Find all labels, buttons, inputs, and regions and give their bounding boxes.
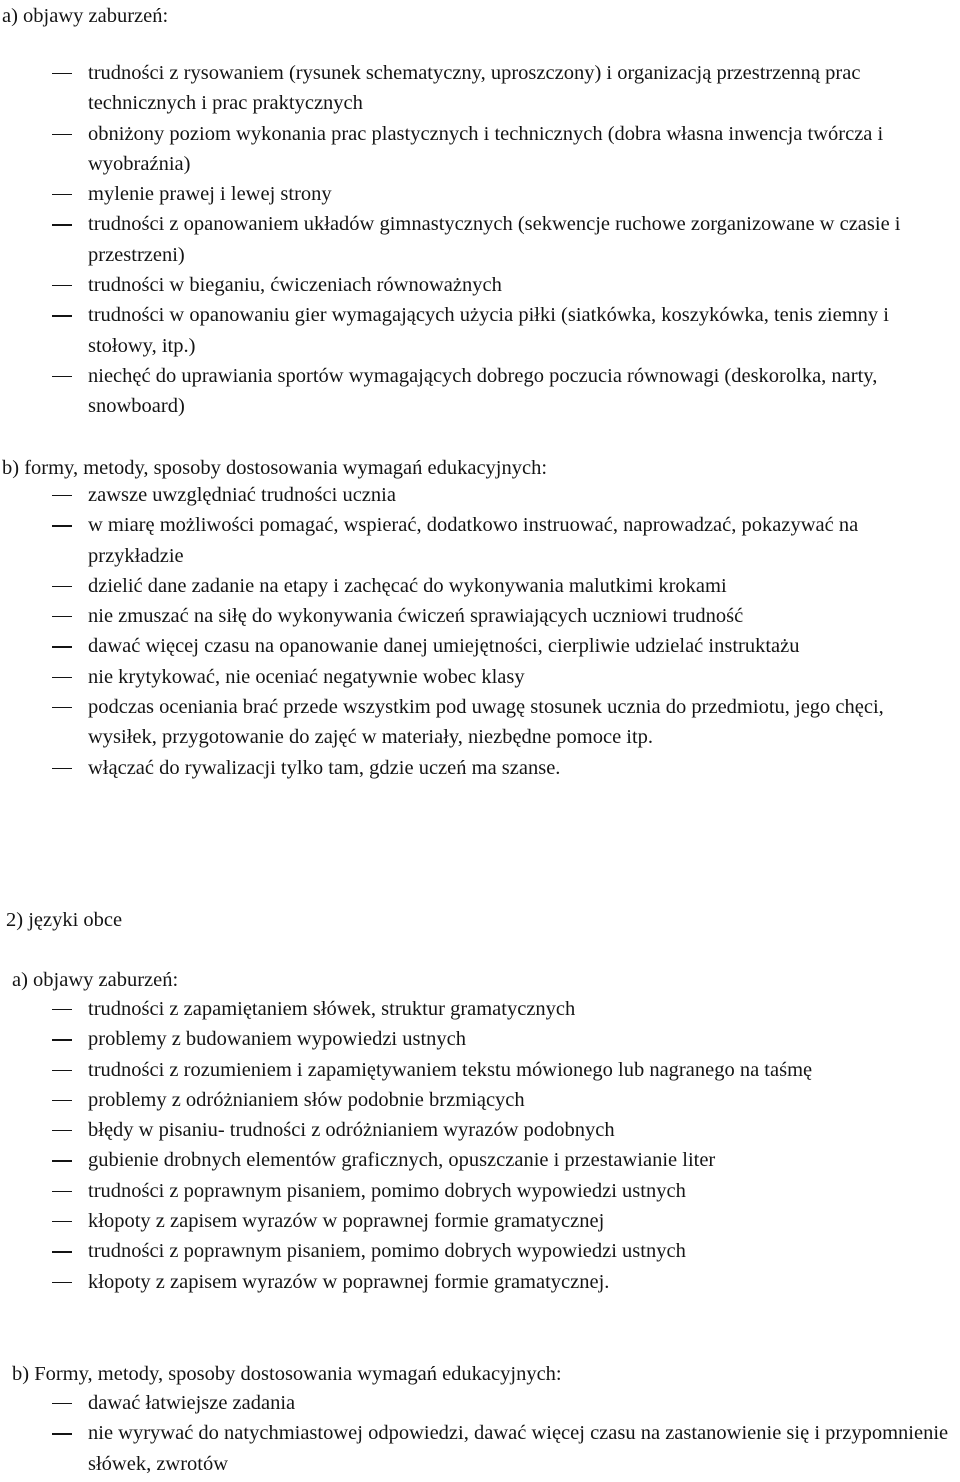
list-item: trudności z zapamiętaniem słówek, struktur gramatycznych [0,994,960,1024]
dash-bullet-icon [52,1191,72,1192]
list-item: trudności w bieganiu, ćwiczeniach równoważnych [0,270,960,300]
list-item: obniżony poziom wykonania prac plastycznych i technicznych (dobra własna inwencja twórcza i wyobraźnia) [0,119,960,180]
list-item: kłopoty z zapisem wyrazów w poprawnej formie gramatycznej. [0,1267,960,1297]
list-item: trudności z poprawnym pisaniem, pomimo dobrych wypowiedzi ustnych [0,1176,960,1206]
section2-a-heading: a) objawy zaburzeń: [12,969,179,991]
section1-b-list [0,480,960,783]
section2-b-list [0,1388,960,1479]
dash-bullet-icon [52,285,72,286]
list-item: mylenie prawej i lewej strony [0,179,960,209]
list-item: zawsze uwzględniać trudności ucznia [0,480,960,510]
list-item: nie zmuszać na siłę do wykonywania ćwiczeń sprawiających uczniowi trudność [0,601,960,631]
dash-bullet-icon [52,495,72,496]
dash-bullet-icon [52,134,72,135]
section2-heading: 2) języki obce [6,909,123,931]
list-item: dzielić dane zadanie na etapy i zachęcać do wykonywania malutkimi krokami [0,571,960,601]
list-item: trudności z rozumieniem i zapamiętywaniem tekstu mówionego lub nagranego na taśmę [0,1055,960,1085]
section1-a-list [0,58,960,422]
list-item: włączać do rywalizacji tylko tam, gdzie uczeń ma szanse. [0,753,960,783]
list-item: problemy z odróżnianiem słów podobnie brzmiących [0,1085,960,1115]
list-item: w miarę możliwości pomagać, wspierać, dodatkowo instruować, naprowadzać, pokazywać na przykładzie [0,510,960,571]
dash-bullet-icon [52,616,72,617]
dash-bullet-icon [52,1160,72,1161]
dash-bullet-icon [52,1130,72,1131]
list-item: dawać więcej czasu na opanowanie danej umiejętności, cierpliwie udzielać instruktażu [0,631,960,661]
list-item: trudności z rysowaniem (rysunek schematyczny, uproszczony) i organizacją przestrzenną prac technicznych i prac praktycznych [0,58,960,119]
dash-bullet-icon [52,1433,72,1434]
section1-b-heading: b) formy, metody, sposoby dostosowania wymagań edukacyjnych: [2,457,548,479]
dash-bullet-icon [52,376,72,377]
list-item: nie krytykować, nie oceniać negatywnie wobec klasy [0,662,960,692]
dash-bullet-icon [52,1282,72,1283]
dash-bullet-icon [52,315,72,316]
list-item: problemy z budowaniem wypowiedzi ustnych [0,1024,960,1054]
list-item: podczas oceniania brać przede wszystkim pod uwagę stosunek ucznia do przedmiotu, jego chęci, wysiłek, przygotowanie do zajęć w materiały, niezbędne pomoce itp. [0,692,960,753]
dash-bullet-icon [52,73,72,74]
list-item: błędy w pisaniu- trudności z odróżnianiem wyrazów podobnych [0,1115,960,1145]
dash-bullet-icon [52,768,72,769]
section2-b-heading: b) Formy, metody, sposoby dostosowania wymagań edukacyjnych: [12,1363,562,1385]
list-item: gubienie drobnych elementów graficznych, opuszczanie i przestawianie liter [0,1145,960,1175]
dash-bullet-icon [52,194,72,195]
dash-bullet-icon [52,1221,72,1222]
dash-bullet-icon [52,1403,72,1404]
dash-bullet-icon [52,1100,72,1101]
dash-bullet-icon [52,586,72,587]
list-item: trudności w opanowaniu gier wymagających użycia piłki (siatkówka, koszykówka, tenis ziemny i stołowy, itp.) [0,300,960,361]
dash-bullet-icon [52,224,72,225]
dash-bullet-icon [52,677,72,678]
list-item: dawać łatwiejsze zadania [0,1388,960,1418]
list-item: nie wyrywać do natychmiastowej odpowiedzi, dawać więcej czasu na zastanowienie się i przypomnienie słówek, zwrotów [0,1418,960,1479]
list-item: trudności z poprawnym pisaniem, pomimo dobrych wypowiedzi ustnych [0,1236,960,1266]
dash-bullet-icon [52,707,72,708]
section2-a-list [0,994,960,1297]
dash-bullet-icon [52,1251,72,1252]
list-item: niechęć do uprawiania sportów wymagających dobrego poczucia równowagi (deskorolka, narty, snowboard) [0,361,960,422]
dash-bullet-icon [52,1039,72,1040]
section1-a-heading: a) objawy zaburzeń: [2,5,169,27]
dash-bullet-icon [52,525,72,526]
dash-bullet-icon [52,646,72,647]
list-item: kłopoty z zapisem wyrazów w poprawnej formie gramatycznej [0,1206,960,1236]
list-item: trudności z opanowaniem układów gimnastycznych (sekwencje ruchowe zorganizowane w czasie i przestrzeni) [0,209,960,270]
dash-bullet-icon [52,1009,72,1010]
dash-bullet-icon [52,1070,72,1071]
